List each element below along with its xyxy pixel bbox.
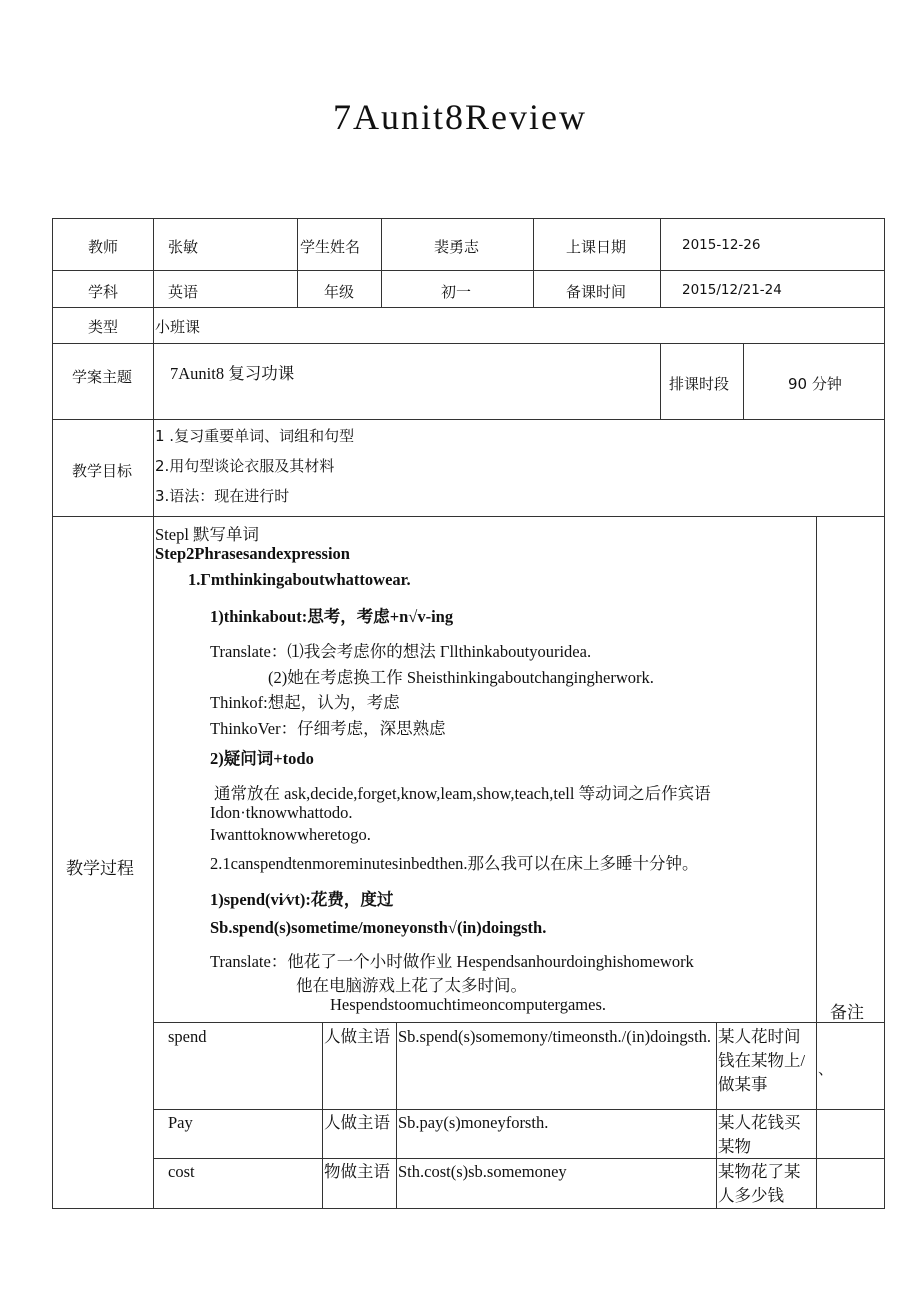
- notes-label: 备注: [830, 1003, 864, 1023]
- teacher-label: 教师: [88, 238, 119, 256]
- duration-label: 排课时段: [669, 375, 730, 393]
- table-cell-meaning: 某物花了某人多少钱: [718, 1162, 801, 1205]
- table-cell-word: spend: [168, 1027, 207, 1046]
- table-cell-pattern: Sb.pay(s)moneyforsth.: [398, 1113, 549, 1132]
- table-cell-pattern: Sth.cost(s)sb.somemoney: [398, 1162, 567, 1181]
- grade-label: 年级: [324, 283, 355, 301]
- theme-label: 学案主题: [72, 368, 133, 386]
- process-line: Iwanttoknowwheretogo.: [210, 825, 371, 844]
- goal-item-1: 1 .复习重要单词、词组和句型: [155, 427, 355, 445]
- process-line: ThinkoVer：仔细考虑，深思熟虑: [210, 719, 446, 738]
- process-line: Step2Phrasesandexpression: [155, 544, 350, 563]
- process-line: Sb.spend(s)sometime/moneyonsth√(in)doingsth.: [210, 918, 547, 937]
- type-label: 类型: [88, 318, 119, 336]
- date-label: 上课日期: [566, 238, 627, 256]
- process-line: Stepl 默写单词: [155, 525, 260, 544]
- process-line: Translate：⑴我会考虑你的想法 Γllthinkaboutyouridea.: [210, 642, 592, 661]
- process-line: 他在电脑游戏上花了太多时间。: [296, 976, 527, 995]
- table-cell-subject: 物做主语: [324, 1162, 390, 1181]
- table-cell-meaning: 某人花时间钱在某物上/做某事: [718, 1027, 806, 1094]
- table-cell-word: cost: [168, 1162, 195, 1181]
- prep-label: 备课时间: [566, 283, 627, 301]
- table-cell-pattern: Sb.spend(s)somemony/timeonsth./(in)doingsth.: [398, 1027, 712, 1046]
- process-line: 通常放在 ask,decide,forget,know,leam,show,teach,tell 等动词之后作宾语: [214, 784, 711, 803]
- process-line: Thinkof:想起，认为，考虑: [210, 693, 400, 712]
- process-label: 教学过程: [66, 859, 134, 879]
- process-line: 1)thinkabout:思考，考虑+n√v-ing: [210, 607, 454, 626]
- table-cell-subject: 人做主语: [324, 1113, 390, 1132]
- process-line: Idon·tknowwhattodo.: [210, 803, 353, 822]
- date-value: 2015-12-26: [682, 237, 761, 253]
- table-cell-subject: 人做主语: [324, 1027, 390, 1046]
- goal-item-3: 3.语法：现在进行时: [155, 487, 290, 505]
- process-line: 1.Γmthinkingaboutwhattowear.: [188, 570, 411, 589]
- theme-value: 7Aunit8 复习功课: [170, 364, 295, 383]
- process-line: 2.1canspendtenmoreminutesinbedthen.那么我可以在床上多睡十分钟。: [210, 854, 699, 873]
- subject-value: 英语: [168, 283, 199, 301]
- subject-label: 学科: [88, 283, 119, 301]
- process-line: (2)她在考虑换工作 Sheisthinkingaboutchangingherwork.: [268, 668, 654, 687]
- student-label: 学生姓名: [300, 238, 361, 256]
- process-line: 1)spend(vi∕vt):花费，度过: [210, 890, 394, 909]
- process-line: Hespendstoomuchtimeoncomputergames.: [330, 995, 607, 1014]
- process-line: 2)疑问词+todo: [210, 749, 314, 768]
- goals-label: 教学目标: [72, 462, 133, 480]
- table-cell-meaning: 某人花钱买某物: [718, 1113, 801, 1156]
- process-line: Translate：他花了一个小时做作业 Hespendsanhourdoinghishomework: [210, 952, 694, 971]
- student-value: 裴勇志: [434, 238, 480, 256]
- duration-value: 90 分钟: [788, 375, 842, 393]
- teacher-value: 张敏: [168, 238, 199, 256]
- page-title: 7Aunit8Review: [333, 97, 587, 137]
- goal-item-2: 2.用句型谈论衣服及其材料: [155, 457, 335, 475]
- type-value: 小班课: [155, 318, 201, 336]
- grade-value: 初一: [441, 283, 472, 301]
- prep-value: 2015/12/21-24: [682, 282, 782, 298]
- notes-mark: 、: [818, 1060, 834, 1078]
- table-cell-word: Pay: [168, 1113, 193, 1132]
